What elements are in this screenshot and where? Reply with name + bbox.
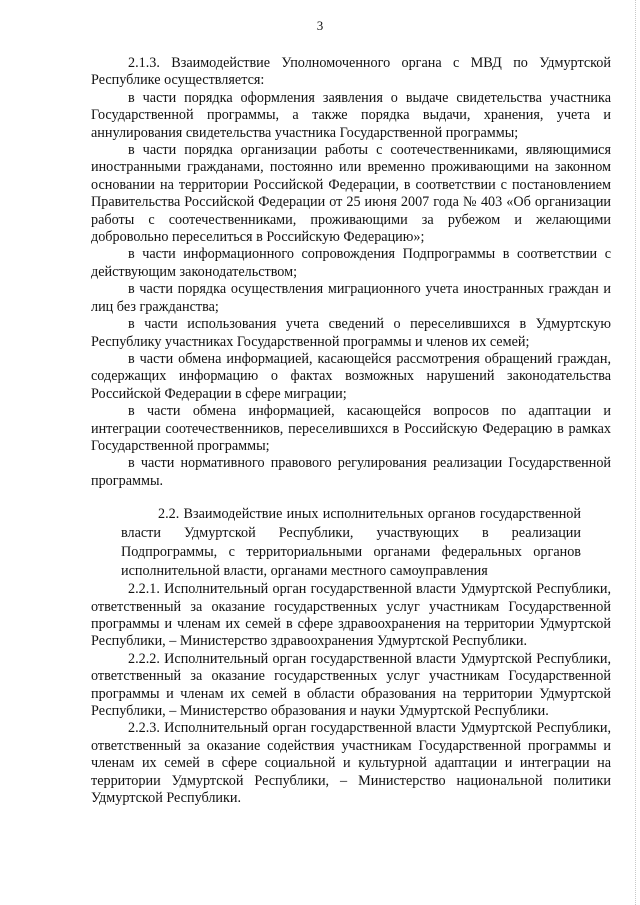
page-number: 3 [316, 18, 324, 33]
paragraph-migration-registration: в части порядка осуществления миграционного учета иностранных граждан и лиц без гражданства; [91, 281, 611, 315]
paragraph-appeals-exchange: в части обмена информацией, касающейся рассмотрения обращений граждан, содержащих информацию о фактах возможных нарушений законодательства Российской Федерации в сфере миграции; [91, 350, 611, 402]
paragraph-passport-certificate: в части порядка оформления заявления о выдаче свидетельства участника Государственной программы, а также порядка выдачи, хранения, учета и аннулирования свидетельства участника Государственной программы; [91, 89, 611, 141]
paragraph-resettlers-accounting: в части использования учета сведений о переселившихся в Удмуртскую Республику участниках Государственной программы и членов их семей; [91, 316, 611, 350]
paragraph-2-2-1: 2.2.1. Исполнительный орган государственной власти Удмуртской Республики, ответственный за оказание государственных услуг участникам Государственной программы и членам их семей в сфере здравоохранения на территории Удмуртской Республики, – Министерство здравоохранения Удмуртской Республики. [91, 581, 611, 650]
paragraph-compatriots-work: в части порядка организации работы с соотечественниками, являющимися иностранными гражданами, постоянно или временно проживающими на законном основании на территории Российской Федерации, в соответствии с постановлением Правительства Российской Федерации от 25 июня 2007 года № 403 «Об организации работы с соотечественниками, проживающими за рубежом и желающими добровольно переселиться в Российскую Федерацию»; [91, 142, 611, 246]
paragraph-2-1-3: 2.1.3. Взаимодействие Уполномоченного органа с МВД по Удмуртской Республике осуществляется: [91, 55, 611, 89]
document-body [91, 55, 611, 807]
paragraph-information-support: в части информационного сопровождения Подпрограммы в соответствии с действующим законодательством; [91, 246, 611, 280]
section-heading-2-2: 2.2. Взаимодействие иных исполнительных органов государственной власти Удмуртской Республики, участвующих в реализации Подпрограммы, с территориальными органами федеральных органов исполнительной власти, органами местного самоуправления [121, 506, 581, 580]
paragraph-adaptation-exchange: в части обмена информацией, касающейся вопросов по адаптации и интеграции соотечественников, переселившихся в Российскую Федерацию в рамках Государственной программы; [91, 403, 611, 454]
paragraph-2-2-2: 2.2.2. Исполнительный орган государственной власти Удмуртской Республики, ответственный за оказание государственных услуг участникам Государственной программы и членам их семей в области образования на территории Удмуртской Республики, – Министерство образования и науки Удмуртской Республики. [91, 650, 611, 719]
paragraph-2-2-3: 2.2.3. Исполнительный орган государственной власти Удмуртской Республики, ответственный за оказание содействия участникам Государственной программы и членам их семей в сфере социальной и культурной адаптации и интеграции на территории Удмуртской Республики, – Министерство национальной политики Удмуртской Республики. [91, 720, 611, 807]
paragraph-regulation: в части нормативного правового регулирования реализации Государственной программы. [91, 455, 611, 489]
scan-edge-line [635, 0, 636, 905]
